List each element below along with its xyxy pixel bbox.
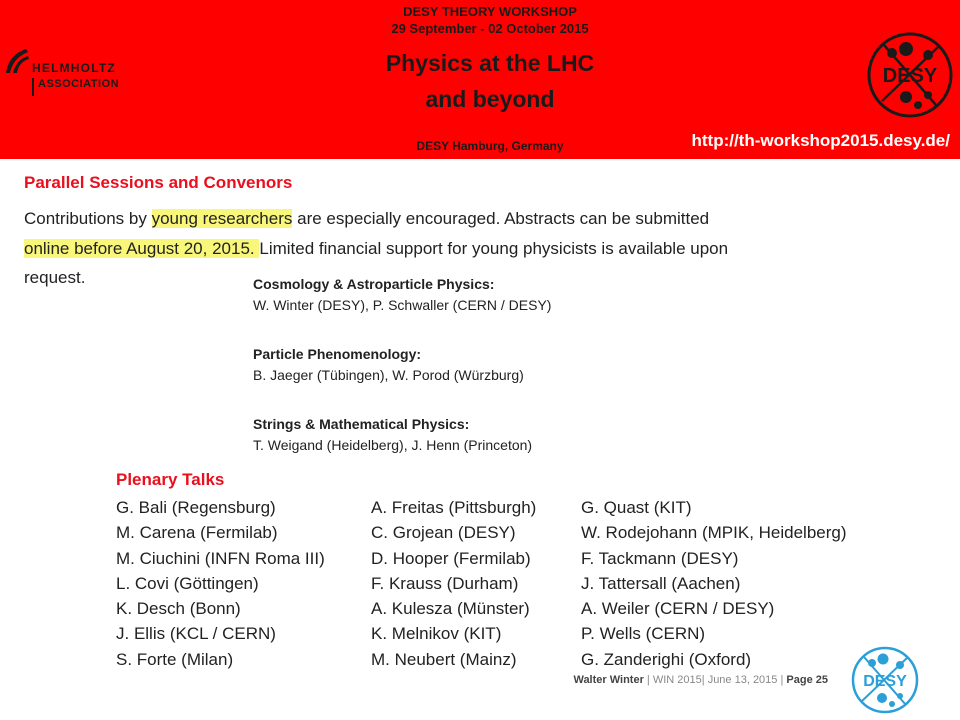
workshop-url-link[interactable]: http://th-workshop2015.desy.de/ [691, 131, 950, 150]
parallel-sessions-title: Parallel Sessions and Convenors [24, 173, 293, 192]
workshop-title-line2: and beyond [425, 86, 555, 112]
session-cosmology [253, 274, 551, 316]
footer-page-number: Page 25 [786, 674, 828, 686]
intro-line-1 [24, 204, 924, 234]
speaker: A. Weiler (CERN / DESY) [581, 599, 775, 619]
speaker: G. Zanderighi (Oxford) [581, 649, 752, 669]
workshop-name: DESY THEORY WORKSHOP [403, 4, 577, 19]
footer-date: June 13, 2015 [707, 674, 778, 686]
intro-text-1: Contributions by [24, 209, 152, 228]
helmholtz-logo-icon [4, 47, 30, 75]
speaker: M. Neubert (Mainz) [371, 649, 517, 669]
speaker: F. Tackmann (DESY) [581, 548, 739, 568]
speaker: A. Kulesza (Münster) [371, 599, 530, 619]
speaker: K. Melnikov (KIT) [371, 624, 502, 644]
intro-line-2 [24, 234, 924, 264]
footer-separator: | [780, 674, 784, 686]
footer-author: Walter Winter [573, 674, 644, 686]
speaker: A. Freitas (Pittsburgh) [371, 498, 537, 517]
header-banner [0, 0, 960, 159]
speaker: F. Krauss (Durham) [371, 573, 519, 593]
desy-logo-text: DESY [882, 65, 938, 87]
speaker: K. Desch (Bonn) [116, 599, 241, 619]
intro-line-3: request. [24, 268, 86, 287]
intro-text-2: are especially encouraged. Abstracts can be submitted [292, 209, 710, 228]
session-title: Strings & Mathematical Physics: [253, 416, 470, 432]
footer-event: WIN 2015 [652, 674, 702, 686]
highlight-deadline: online before August 20, 2015. [24, 238, 260, 258]
workshop-dates: 29 September - 02 October 2015 [391, 21, 589, 36]
session-convenors: W. Winter (DESY), P. Schwaller (CERN / DESY) [253, 297, 552, 313]
session-convenors: T. Weigand (Heidelberg), J. Henn (Princeton) [253, 437, 533, 453]
footer-separator: | [701, 674, 705, 686]
session-title: Cosmology & Astroparticle Physics: [253, 276, 495, 292]
speaker: D. Hooper (Fermilab) [371, 548, 531, 568]
highlight-young-researchers: young researchers [151, 209, 293, 228]
session-convenors: B. Jaeger (Tübingen), W. Porod (Würzburg) [253, 367, 524, 383]
speaker: J. Ellis (KCL / CERN) [116, 624, 276, 644]
speaker: C. Grojean (DESY) [371, 523, 516, 543]
speaker: G. Quast (KIT) [581, 498, 692, 517]
speaker: L. Covi (Göttingen) [116, 573, 259, 593]
desy-footer-logo-text: DESY [863, 673, 907, 690]
footer-separator: | [646, 674, 650, 686]
helmholtz-divider [32, 78, 34, 96]
speaker: M. Ciuchini (INFN Roma III) [116, 548, 325, 568]
workshop-title-line1: Physics at the LHC [385, 50, 595, 76]
speaker: W. Rodejohann (MPIK, Heidelberg) [581, 523, 847, 543]
speaker: S. Forte (Milan) [116, 649, 234, 669]
session-strings [253, 414, 532, 456]
session-title: Particle Phenomenology: [253, 346, 422, 362]
speaker: P. Wells (CERN) [581, 624, 706, 644]
plenary-column-2 [371, 495, 536, 672]
plenary-talks-title: Plenary Talks [116, 470, 225, 489]
helmholtz-association: ASSOCIATION [38, 78, 120, 90]
speaker: M. Carena (Fermilab) [116, 523, 278, 543]
speaker: G. Bali (Regensburg) [116, 498, 276, 517]
desy-logo-icon [866, 31, 954, 119]
desy-footer-logo-icon [850, 645, 920, 715]
plenary-column-3 [581, 495, 847, 672]
intro-text-3: Limited financial support for young physicists is available upon [259, 238, 729, 258]
workshop-location: DESY Hamburg, Germany [416, 139, 564, 153]
plenary-column-1 [116, 495, 325, 672]
helmholtz-name: HELMHOLTZ [32, 61, 116, 75]
speaker: J. Tattersall (Aachen) [581, 573, 741, 593]
session-phenomenology [253, 344, 524, 386]
slide-footer [573, 674, 828, 686]
